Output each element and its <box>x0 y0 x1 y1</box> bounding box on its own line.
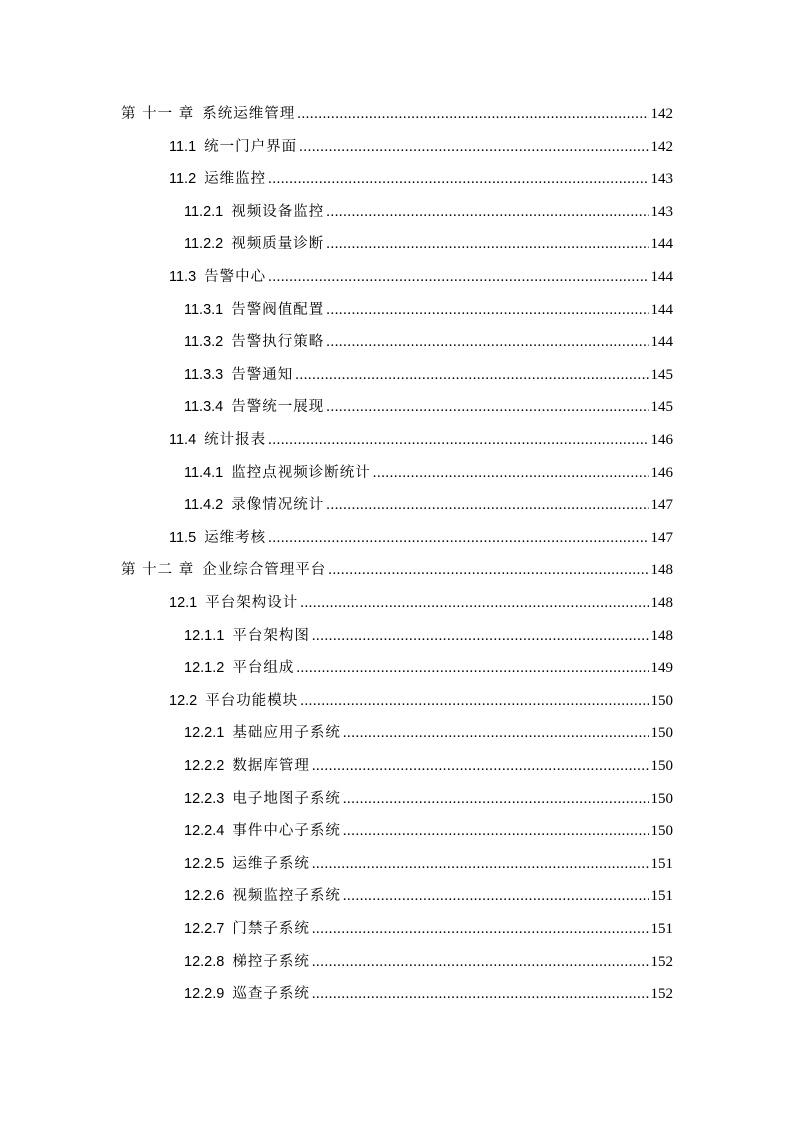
toc-entry-number: 12.2.4 <box>184 823 225 840</box>
toc-entry-number: 11.3 <box>169 269 197 285</box>
leader-dots <box>299 138 648 156</box>
toc-entry-number: 11.1 <box>169 138 197 155</box>
toc-entry-title: 运维考核 <box>204 529 267 546</box>
leader-dots <box>297 105 648 123</box>
leader-dots <box>312 953 649 971</box>
toc-entry-title: 统一门户界面 <box>204 138 298 155</box>
leader-dots <box>312 627 649 645</box>
toc-entry-page: 148 <box>650 562 673 579</box>
toc-entry-page: 147 <box>650 529 673 546</box>
leader-dots <box>295 366 648 384</box>
toc-entry-page: 148 <box>650 595 673 611</box>
toc-entry-page: 150 <box>650 823 673 840</box>
toc-entry-number: 12.2.6 <box>184 888 225 905</box>
toc-entry-title: 视频质量诊断 <box>231 236 325 253</box>
toc-entry-title: 平台组成 <box>232 660 295 677</box>
toc-section-entry[interactable] <box>169 590 673 612</box>
toc-entry-number: 12.2.1 <box>184 725 225 742</box>
toc-entry-number: 12.1 <box>169 595 198 611</box>
toc-entry-page: 143 <box>650 171 673 188</box>
toc-entry-page: 144 <box>650 301 673 318</box>
toc-entry-title: 数据库管理 <box>232 758 310 774</box>
toc-subsection-entry[interactable] <box>184 818 673 840</box>
toc-entry-page: 143 <box>650 203 673 220</box>
toc-subsection-entry[interactable] <box>184 492 673 514</box>
toc-entry-number: 11.4 <box>169 432 197 448</box>
toc-entry-page: 150 <box>650 790 673 807</box>
leader-dots <box>312 855 649 873</box>
toc-section-entry[interactable] <box>169 688 673 710</box>
toc-entry-number: 11.2 <box>169 171 197 188</box>
toc-entry-page: 151 <box>650 888 673 905</box>
toc-entry-title: 基础应用子系统 <box>232 725 341 742</box>
toc-entry-title: 告警阀值配置 <box>231 301 325 318</box>
toc-entry-title: 告警中心 <box>204 269 267 285</box>
toc-entry-number: 11.4.2 <box>184 497 224 514</box>
toc-subsection-entry[interactable] <box>184 786 673 808</box>
toc-entry-page: 142 <box>650 138 673 155</box>
toc-entry-page: 150 <box>650 725 673 742</box>
leader-dots <box>343 887 649 905</box>
toc-entry-number: 12.2.9 <box>184 986 225 1003</box>
toc-entry-number: 11.3.2 <box>184 334 224 351</box>
leader-dots <box>326 203 648 221</box>
leader-dots <box>296 659 648 677</box>
toc-entry-title: 告警通知 <box>231 366 294 383</box>
toc-subsection-entry[interactable] <box>184 916 673 938</box>
toc-entry-page: 150 <box>650 692 673 709</box>
toc-entry-number: 11.2.1 <box>184 203 224 220</box>
toc-chapter-entry[interactable] <box>121 557 673 579</box>
toc-entry-page: 145 <box>650 366 673 383</box>
toc-entry-title: 平台功能模块 <box>205 692 299 709</box>
toc-entry-number: 11.5 <box>169 529 197 546</box>
toc-entry-title: 运维子系统 <box>232 855 310 872</box>
toc-section-entry[interactable] <box>169 427 673 449</box>
leader-dots <box>268 268 648 286</box>
toc-entry-title: 平台架构图 <box>232 627 310 644</box>
leader-dots <box>326 496 648 514</box>
leader-dots <box>373 464 649 482</box>
toc-entry-title: 视频设备监控 <box>231 203 325 220</box>
toc-entry-page: 144 <box>650 334 673 351</box>
toc-entry-page: 149 <box>650 660 673 677</box>
toc-entry-title: 运维监控 <box>204 171 267 188</box>
toc-chapter-entry[interactable] <box>121 101 673 123</box>
toc-subsection-entry[interactable] <box>184 883 673 905</box>
toc-entry-title: 事件中心子系统 <box>232 823 341 840</box>
toc-entry-title: 门禁子系统 <box>232 921 310 937</box>
toc-entry-number: 12.1.1 <box>184 627 225 644</box>
toc-entry-title: 视频监控子系统 <box>232 888 341 905</box>
toc-entry-number: 11.3.1 <box>184 301 224 318</box>
toc-entry-page: 151 <box>650 855 673 872</box>
toc-entry-title: 统计报表 <box>204 432 267 448</box>
toc-entry-number: 12.2.8 <box>184 953 225 970</box>
toc-entry-number: 第 十一 章 <box>121 106 195 122</box>
toc-subsection-entry[interactable] <box>184 329 673 351</box>
leader-dots <box>343 724 649 742</box>
leader-dots <box>268 529 648 547</box>
leader-dots <box>328 561 648 579</box>
toc-entry-page: 152 <box>650 986 673 1003</box>
toc-entry-number: 12.2.3 <box>184 790 225 807</box>
toc-subsection-entry[interactable] <box>184 362 673 384</box>
toc-entry-title: 监控点视频诊断统计 <box>231 464 371 481</box>
toc-section-entry[interactable] <box>169 134 673 156</box>
toc-subsection-entry[interactable] <box>184 199 673 221</box>
toc-section-entry[interactable] <box>169 525 673 547</box>
leader-dots <box>343 790 649 808</box>
toc-entry-title: 企业综合管理平台 <box>202 562 327 579</box>
toc-section-entry[interactable] <box>169 166 673 188</box>
leader-dots <box>312 757 649 775</box>
leader-dots <box>268 170 648 188</box>
toc-section-entry[interactable] <box>169 264 673 286</box>
toc-entry-title: 告警执行策略 <box>231 334 325 351</box>
toc-entry-page: 147 <box>650 497 673 514</box>
toc-entry-page: 150 <box>650 758 673 774</box>
toc-entry-page: 146 <box>650 464 673 481</box>
toc-entry-page: 144 <box>650 269 673 285</box>
toc-entry-page: 145 <box>650 399 673 416</box>
toc-entry-title: 巡查子系统 <box>232 986 310 1003</box>
leader-dots <box>300 594 648 612</box>
toc-entry-number: 12.2 <box>169 692 198 709</box>
leader-dots <box>326 235 648 253</box>
leader-dots <box>312 920 649 938</box>
toc-entry-title: 电子地图子系统 <box>232 790 341 807</box>
toc-entry-title: 梯控子系统 <box>232 953 310 970</box>
toc-entry-page: 152 <box>650 953 673 970</box>
toc-entry-number: 第 十二 章 <box>121 562 195 579</box>
leader-dots <box>300 692 648 710</box>
leader-dots <box>326 301 648 319</box>
toc-subsection-entry[interactable] <box>184 231 673 253</box>
toc-entry-number: 11.3.3 <box>184 366 224 383</box>
toc-subsection-entry[interactable] <box>184 460 673 482</box>
toc-subsection-entry[interactable] <box>184 851 673 873</box>
toc-entry-page: 146 <box>650 432 673 448</box>
toc-entry-title: 系统运维管理 <box>202 106 296 122</box>
toc-entry-page: 144 <box>650 236 673 253</box>
toc-entry-number: 11.3.4 <box>184 399 224 416</box>
toc-subsection-entry[interactable] <box>184 623 673 645</box>
leader-dots <box>268 431 648 449</box>
toc-entry-number: 12.2.7 <box>184 921 225 937</box>
toc-entry-page: 142 <box>650 106 673 122</box>
toc-entry-page: 148 <box>650 627 673 644</box>
leader-dots <box>343 822 649 840</box>
toc-entry-title: 告警统一展现 <box>231 399 325 416</box>
toc-subsection-entry[interactable] <box>184 655 673 677</box>
toc-subsection-entry[interactable] <box>184 394 673 416</box>
toc-entry-title: 平台架构设计 <box>205 595 299 611</box>
toc-subsection-entry[interactable] <box>184 720 673 742</box>
toc-entry-number: 12.2.5 <box>184 855 225 872</box>
toc-entry-number: 12.2.2 <box>184 758 225 774</box>
toc-subsection-entry[interactable] <box>184 753 673 775</box>
toc-entry-number: 11.4.1 <box>184 464 224 481</box>
toc-entry-number: 12.1.2 <box>184 660 225 677</box>
leader-dots <box>326 333 648 351</box>
leader-dots <box>312 985 649 1003</box>
toc-subsection-entry[interactable] <box>184 949 673 971</box>
toc-subsection-entry[interactable] <box>184 981 673 1003</box>
toc-entry-number: 11.2.2 <box>184 236 224 253</box>
toc-subsection-entry[interactable] <box>184 297 673 319</box>
toc-entry-page: 151 <box>650 921 673 937</box>
toc-entry-title: 录像情况统计 <box>231 497 325 514</box>
leader-dots <box>326 398 648 416</box>
